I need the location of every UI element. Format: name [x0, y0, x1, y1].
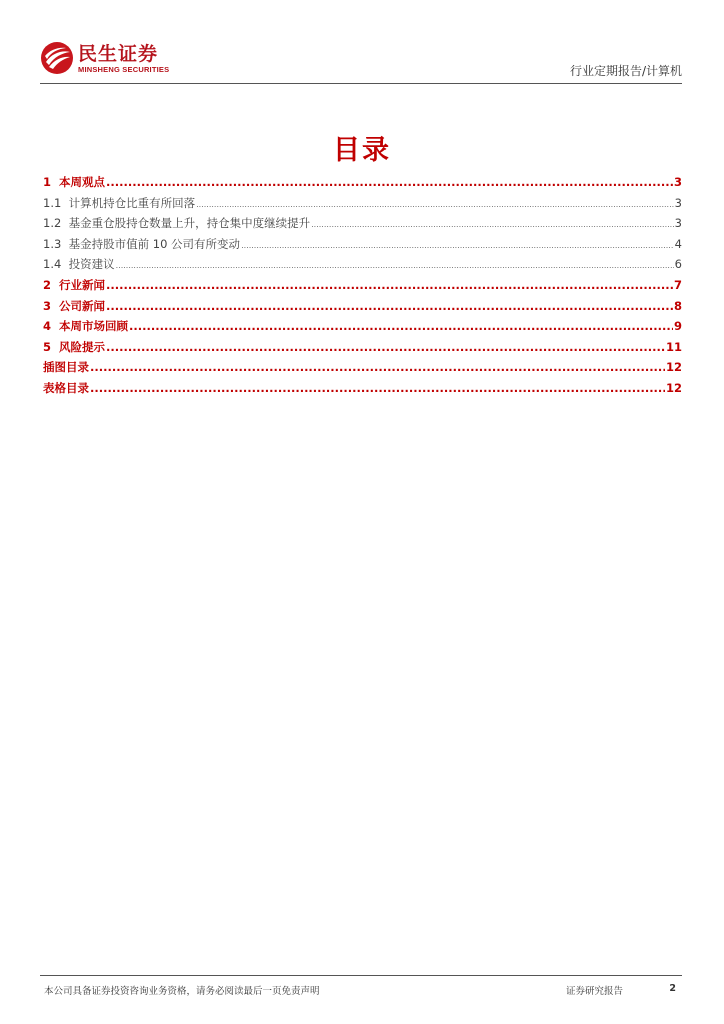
toc-entry-text: 投资建议: [68, 257, 115, 272]
toc-entry-page: 3: [674, 195, 682, 210]
toc-leader-dots: [90, 360, 665, 374]
toc-entry-text: 公司新闻: [59, 298, 106, 313]
toc-entry[interactable]: [43, 195, 682, 216]
toc-leader-dots: [311, 220, 674, 229]
company-logo: [40, 38, 169, 78]
toc-entry[interactable]: [43, 380, 682, 401]
toc-leader-dots: [241, 241, 674, 250]
toc-entry-text: 风险提示: [59, 339, 106, 354]
toc-entry[interactable]: [43, 318, 682, 339]
toc-entry-number: 1.3: [43, 236, 62, 251]
toc-leader-dots: [106, 278, 673, 292]
page-header: [40, 38, 684, 84]
toc-entry[interactable]: [43, 298, 682, 319]
toc-entry-page: 3: [673, 175, 682, 189]
footer-divider: [40, 975, 682, 976]
toc-leader-dots: [106, 175, 673, 189]
logo-english-name: MINSHENG SECURITIES: [78, 64, 170, 74]
toc-entry-number: 5: [43, 339, 52, 354]
toc-leader-dots: [116, 261, 674, 270]
toc-entry-text: 本周观点: [59, 175, 106, 189]
table-of-contents: [43, 174, 682, 401]
toc-entry-number: 4: [43, 319, 52, 334]
toc-entry[interactable]: [43, 215, 682, 236]
toc-entry-page: 9: [673, 319, 682, 334]
toc-entry-text: 表格目录: [43, 380, 89, 395]
page-number: 2: [669, 983, 676, 994]
report-category: 行业定期报告/计算机: [569, 64, 682, 78]
toc-entry[interactable]: [43, 339, 682, 360]
toc-entry-text: 插图目录: [43, 360, 89, 375]
toc-entry-text: 计算机持仓比重有所回落: [68, 195, 196, 210]
header-divider: [40, 83, 682, 84]
minsheng-logo-icon: [40, 41, 74, 75]
toc-entry[interactable]: [43, 256, 682, 277]
toc-entry-number: 1.4: [43, 257, 62, 272]
toc-entry-text: 基金重仓股持仓数量上升，持仓集中度继续提升: [68, 216, 311, 231]
toc-entry-number: 1.1: [43, 195, 62, 210]
toc-entry-text: 行业新闻: [59, 277, 106, 292]
toc-leader-dots: [129, 319, 673, 333]
toc-entry-page: 8: [673, 298, 682, 313]
toc-leader-dots: [90, 381, 665, 395]
toc-entry-page: 12: [665, 380, 682, 395]
toc-entry-page: 12: [665, 360, 682, 375]
toc-leader-dots: [196, 200, 674, 209]
toc-entry[interactable]: [43, 359, 682, 380]
toc-title: 目录: [333, 135, 391, 166]
toc-entry[interactable]: [43, 174, 682, 195]
logo-chinese-name: 民生证券: [78, 42, 159, 65]
toc-entry-page: 6: [674, 257, 682, 272]
footer-doc-type: 证券研究报告: [566, 986, 624, 997]
toc-entry-page: 3: [674, 216, 682, 231]
toc-entry-number: 1.2: [43, 216, 62, 231]
toc-entry[interactable]: [43, 236, 682, 257]
toc-leader-dots: [106, 299, 673, 313]
toc-entry-page: 11: [665, 339, 682, 354]
toc-entry-text: 本周市场回顾: [59, 319, 129, 334]
toc-entry-number: 1: [43, 175, 52, 189]
toc-entry-text: 基金持股市值前 10 公司有所变动: [68, 236, 241, 251]
toc-entry-page: 4: [674, 236, 682, 251]
toc-entry-number: 3: [43, 298, 52, 313]
footer-disclaimer: 本公司具备证券投资咨询业务资格，请务必阅读最后一页免责声明: [44, 986, 320, 997]
toc-entry-number: 2: [43, 277, 52, 292]
toc-entry[interactable]: [43, 277, 682, 298]
toc-leader-dots: [106, 340, 665, 354]
toc-entry-page: 7: [673, 277, 682, 292]
